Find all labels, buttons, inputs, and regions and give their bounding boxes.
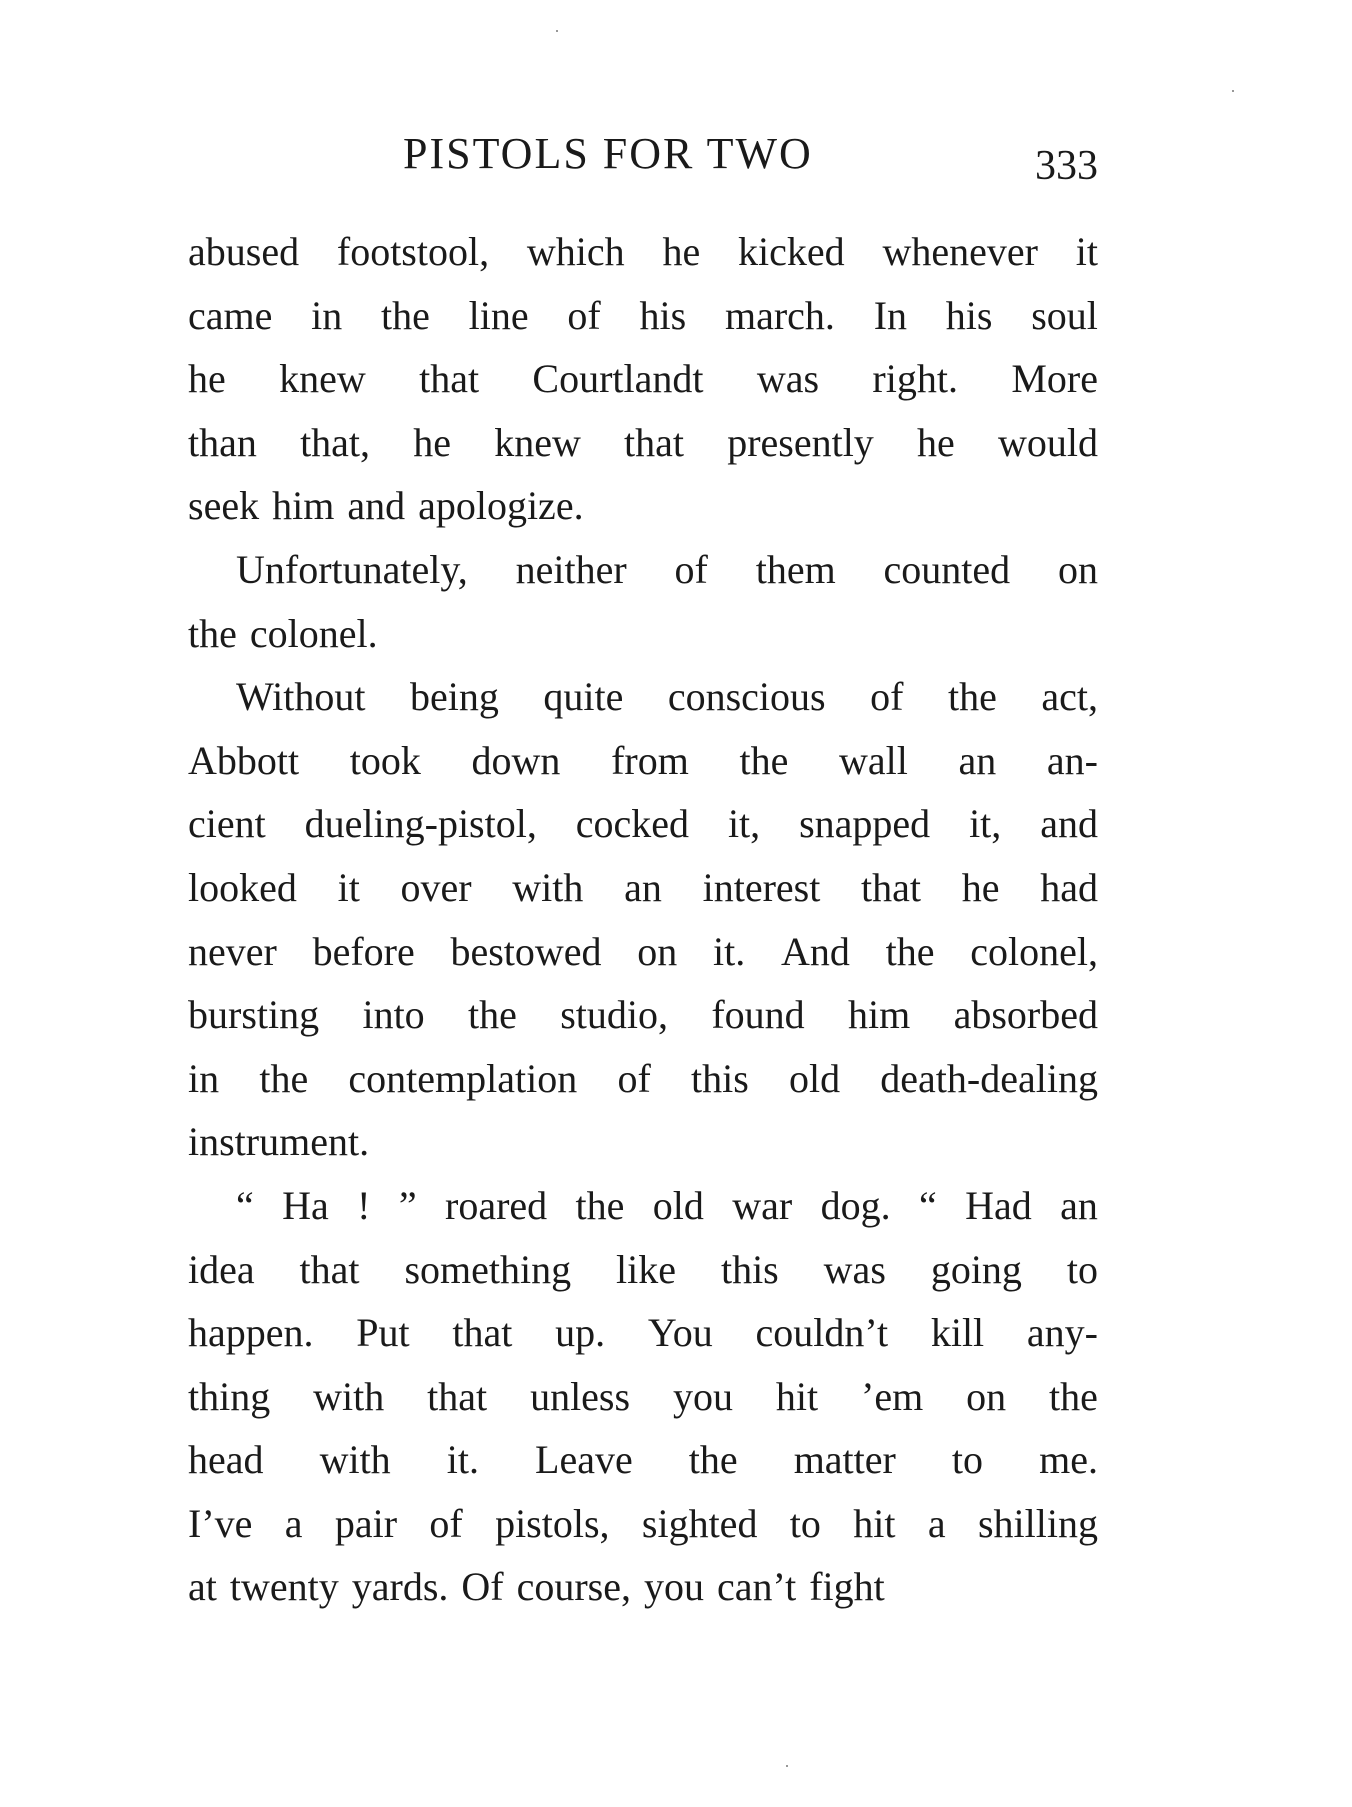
- word: that: [427, 1373, 488, 1419]
- word: he: [961, 864, 1000, 910]
- word: the: [885, 928, 935, 974]
- word: I’ve: [188, 1500, 253, 1546]
- word: Courtlandt: [532, 356, 704, 402]
- word: shilling: [977, 1500, 1098, 1546]
- word: the: [381, 292, 430, 338]
- word: than: [188, 419, 257, 465]
- word: roared: [445, 1182, 548, 1228]
- word: on: [966, 1373, 1007, 1419]
- word: old: [788, 1055, 841, 1101]
- word: yards.: [351, 1564, 449, 1610]
- word: colonel,: [970, 928, 1098, 974]
- word: to: [1066, 1246, 1098, 1292]
- word: presently: [727, 419, 874, 465]
- scan-speck: [786, 1765, 788, 1767]
- word: it.: [713, 928, 746, 974]
- text-line: [188, 284, 1098, 348]
- word: being: [410, 674, 499, 720]
- word: in: [188, 1055, 220, 1101]
- word: knew: [494, 419, 581, 465]
- word: whenever: [882, 229, 1038, 274]
- scan-speck: [556, 30, 558, 32]
- text-line: [188, 729, 1098, 793]
- text-line: [188, 856, 1098, 920]
- word: fight: [809, 1564, 885, 1610]
- word: kicked: [738, 229, 845, 274]
- text-line: [188, 1555, 1098, 1619]
- word: the: [947, 674, 997, 720]
- word: of: [429, 1500, 463, 1546]
- word: that: [624, 419, 684, 465]
- word: which: [526, 229, 625, 274]
- word: an: [958, 737, 997, 783]
- paragraph: [188, 220, 1098, 538]
- paragraph: [188, 538, 1098, 665]
- word: and: [1040, 801, 1098, 847]
- text-line: [188, 792, 1098, 856]
- page-header: [188, 128, 1098, 188]
- word: wall: [838, 737, 908, 783]
- word: over: [400, 864, 472, 910]
- word: Leave: [535, 1437, 633, 1483]
- text-line: [188, 1428, 1098, 1492]
- word: his: [945, 292, 993, 338]
- word: that: [299, 1246, 360, 1292]
- word: with: [512, 864, 584, 910]
- word: act,: [1041, 674, 1098, 720]
- paragraph: [188, 665, 1098, 1174]
- paragraph: [188, 1174, 1098, 1619]
- word: counted: [883, 546, 1011, 592]
- word: neither: [515, 546, 627, 592]
- word: soul: [1031, 292, 1098, 338]
- word: You: [647, 1310, 713, 1356]
- word: it,: [969, 801, 1002, 847]
- word: going: [930, 1246, 1022, 1292]
- word: was: [756, 356, 820, 402]
- word: he: [917, 419, 955, 465]
- word: seek: [188, 483, 260, 529]
- word: apologize.: [418, 483, 584, 529]
- word: the: [468, 992, 517, 1038]
- word: like: [616, 1246, 677, 1292]
- word: it: [337, 864, 360, 910]
- word: interest: [702, 864, 821, 910]
- word: line: [468, 292, 529, 338]
- word: at: [188, 1564, 217, 1610]
- word: quite: [543, 674, 624, 720]
- word: cient: [188, 801, 266, 847]
- word: And: [780, 928, 850, 974]
- word: he: [413, 419, 451, 465]
- word: war: [732, 1182, 793, 1228]
- word: the: [688, 1437, 738, 1483]
- text-line: [188, 347, 1098, 411]
- word: dog.: [820, 1182, 891, 1228]
- word: “: [919, 1182, 937, 1228]
- word: with: [319, 1437, 391, 1483]
- page-number: 333: [1035, 143, 1098, 189]
- word: that: [861, 864, 922, 910]
- word: ’em: [861, 1373, 924, 1419]
- word: ”: [398, 1182, 417, 1228]
- word: from: [611, 737, 689, 783]
- word: a: [284, 1500, 303, 1546]
- word: dueling-pistol,: [304, 801, 537, 847]
- word: instrument.: [188, 1119, 370, 1165]
- text-line: [188, 1365, 1098, 1429]
- word: it.: [446, 1437, 479, 1483]
- word: pair: [334, 1500, 398, 1546]
- word: them: [755, 546, 836, 592]
- word: down: [471, 737, 561, 783]
- word: idea: [188, 1246, 255, 1292]
- word: knew: [279, 356, 366, 402]
- word: would: [997, 419, 1098, 465]
- word: bestowed: [450, 928, 602, 974]
- word: into: [362, 992, 425, 1038]
- word: any-: [1026, 1310, 1098, 1356]
- word: in: [311, 292, 343, 338]
- word: looked: [188, 864, 297, 910]
- word: colonel.: [249, 610, 378, 656]
- word: he: [188, 356, 226, 402]
- word: on: [1058, 546, 1098, 592]
- word: the: [259, 1055, 309, 1101]
- word: you: [644, 1564, 705, 1610]
- word: that,: [300, 419, 371, 465]
- word: Without: [236, 674, 366, 720]
- word: studio,: [560, 992, 669, 1038]
- text-line: [188, 411, 1098, 475]
- word: cocked: [575, 801, 690, 847]
- word: the: [739, 737, 789, 783]
- text-line: [188, 1047, 1098, 1111]
- word: the: [575, 1182, 625, 1228]
- word: “: [236, 1182, 254, 1228]
- word: hit: [775, 1373, 819, 1419]
- word: absorbed: [953, 992, 1098, 1038]
- word: can’t: [717, 1564, 797, 1610]
- word: took: [349, 737, 421, 783]
- word: was: [823, 1246, 886, 1292]
- text-line: [188, 1492, 1098, 1556]
- word: never: [188, 928, 277, 974]
- body-text: [188, 220, 1098, 1619]
- word: he: [662, 229, 701, 274]
- word: to: [951, 1437, 984, 1483]
- word: twenty: [229, 1564, 339, 1610]
- word: him: [272, 483, 335, 529]
- word: right.: [872, 356, 958, 402]
- word: bursting: [188, 992, 320, 1038]
- word: head: [188, 1437, 264, 1483]
- word: death-dealing: [880, 1055, 1098, 1101]
- word: came: [188, 292, 273, 338]
- word: of: [674, 546, 708, 592]
- word: this: [690, 1055, 749, 1101]
- word: an-: [1046, 737, 1098, 783]
- text-line: [188, 474, 1098, 538]
- word: Unfortunately,: [236, 546, 468, 592]
- text-line: [188, 1238, 1098, 1302]
- word: couldn’t: [755, 1310, 889, 1356]
- text-line: [188, 538, 1098, 602]
- word: his: [639, 292, 687, 338]
- word: of: [870, 674, 904, 720]
- word: and: [347, 483, 406, 529]
- text-line: [188, 602, 1098, 666]
- word: the: [188, 610, 237, 656]
- text-line: [188, 920, 1098, 984]
- word: footstool,: [336, 229, 490, 274]
- word: abused: [188, 229, 300, 274]
- word: had: [1040, 864, 1098, 910]
- word: Put: [356, 1310, 410, 1356]
- word: pistols,: [495, 1500, 610, 1546]
- word: !: [357, 1182, 371, 1228]
- word: this: [720, 1246, 779, 1292]
- word: with: [313, 1373, 385, 1419]
- scan-speck: [1232, 90, 1234, 92]
- word: Abbott: [188, 737, 300, 783]
- word: up.: [555, 1310, 606, 1356]
- word: unless: [530, 1373, 631, 1419]
- word: snapped: [799, 801, 931, 847]
- word: to: [789, 1500, 821, 1546]
- word: More: [1011, 356, 1098, 402]
- word: Had: [965, 1182, 1032, 1228]
- word: kill: [930, 1310, 985, 1356]
- word: found: [711, 992, 805, 1038]
- word: thing: [188, 1373, 271, 1419]
- text-line: [188, 1174, 1098, 1238]
- word: of: [567, 292, 601, 338]
- word: an: [624, 864, 662, 910]
- word: me.: [1039, 1437, 1098, 1483]
- word: hit: [853, 1500, 896, 1546]
- text-line: [188, 665, 1098, 729]
- word: Of: [461, 1564, 504, 1610]
- text-line: [188, 1110, 1098, 1174]
- word: an: [1060, 1182, 1098, 1228]
- word: it,: [727, 801, 761, 847]
- word: In: [873, 292, 908, 338]
- word: on: [637, 928, 678, 974]
- word: the: [1049, 1373, 1098, 1419]
- word: that: [419, 356, 480, 402]
- word: Ha: [282, 1182, 329, 1228]
- word: that: [452, 1310, 513, 1356]
- text-line: [188, 983, 1098, 1047]
- text-line: [188, 1301, 1098, 1365]
- word: contemplation: [348, 1055, 578, 1101]
- word: him: [848, 992, 911, 1038]
- running-title: PISTOLS FOR TWO: [403, 129, 813, 178]
- word: course,: [516, 1564, 632, 1610]
- word: sighted: [641, 1500, 758, 1546]
- word: you: [672, 1373, 733, 1419]
- word: of: [617, 1055, 651, 1101]
- word: it: [1075, 229, 1098, 274]
- word: matter: [793, 1437, 896, 1483]
- word: happen.: [188, 1310, 314, 1356]
- word: a: [927, 1500, 946, 1546]
- word: old: [652, 1182, 704, 1228]
- word: conscious: [667, 674, 826, 720]
- word: before: [312, 928, 415, 974]
- word: something: [404, 1246, 572, 1292]
- word: march.: [724, 292, 835, 338]
- text-line: [188, 220, 1098, 284]
